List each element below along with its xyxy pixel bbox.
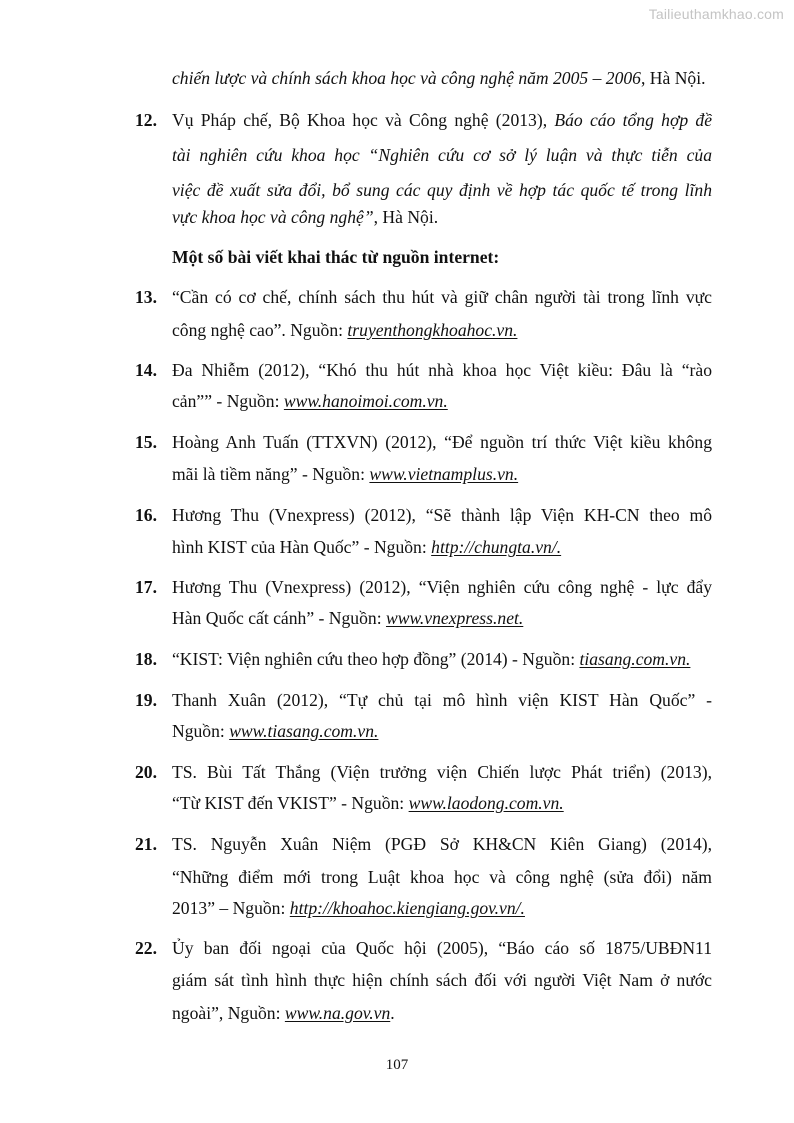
reference-number: 21. bbox=[135, 834, 157, 854]
reference-line bbox=[172, 577, 712, 597]
reference-text: , Hà Nội. bbox=[373, 207, 439, 227]
source-link[interactable]: www.laodong.com.vn. bbox=[408, 793, 564, 813]
source-link[interactable]: www.hanoimoi.com.vn. bbox=[283, 391, 448, 411]
source-link[interactable]: www.vietnamplus.vn. bbox=[369, 464, 519, 484]
reference-number: 18. bbox=[135, 649, 157, 669]
reference-number: 19. bbox=[135, 690, 157, 710]
reference-line bbox=[172, 762, 712, 782]
reference-number: 15. bbox=[135, 432, 157, 452]
reference-text: . bbox=[390, 1003, 395, 1023]
reference-text: Đa Nhiễm (2012), “Khó thu hút nhà khoa học Việt kiều: Đâu là “rào bbox=[172, 360, 712, 380]
reference-line bbox=[172, 207, 438, 227]
reference-line bbox=[172, 970, 712, 990]
reference-text: Hương Thu (Vnexpress) (2012), “Viện nghiên cứu công nghệ - lực đẩy bbox=[172, 577, 712, 597]
source-link[interactable]: www.vnexpress.net. bbox=[385, 608, 524, 628]
reference-text: cản”” - Nguồn: bbox=[172, 391, 284, 411]
reference-text: Hương Thu (Vnexpress) (2012), “Sẽ thành lập Viện KH-CN theo mô bbox=[172, 505, 712, 525]
reference-text: hình KIST của Hàn Quốc” - Nguồn: bbox=[172, 537, 432, 557]
reference-number: 13. bbox=[135, 287, 157, 307]
reference-line bbox=[172, 537, 561, 557]
reference-line bbox=[172, 464, 518, 484]
source-link[interactable]: tiasang.com.vn. bbox=[579, 649, 691, 669]
source-link[interactable]: www.tiasang.com.vn. bbox=[229, 721, 379, 741]
reference-text: 2013” – Nguồn: bbox=[172, 898, 290, 918]
continuation-italic: chiến lược và chính sách khoa học và công nghệ năm 2005 – 2006 bbox=[172, 68, 641, 88]
reference-number: 12. bbox=[135, 110, 157, 130]
reference-line bbox=[172, 898, 525, 918]
reference-number: 20. bbox=[135, 762, 157, 782]
reference-text: Hoàng Anh Tuấn (TTXVN) (2012), “Để nguồn trí thức Việt kiều không bbox=[172, 432, 712, 452]
section-heading: Một số bài viết khai thác từ nguồn internet: bbox=[172, 247, 500, 267]
reference-line bbox=[172, 145, 712, 165]
reference-line bbox=[172, 391, 448, 411]
reference-text: “Từ KIST đến VKIST” - Nguồn: bbox=[172, 793, 409, 813]
reference-text: công nghệ cao”. Nguồn: bbox=[172, 320, 348, 340]
source-link[interactable]: http://chungta.vn/. bbox=[431, 537, 562, 557]
reference-line bbox=[172, 834, 712, 854]
continuation-line bbox=[172, 68, 705, 88]
reference-text: TS. Bùi Tất Thắng (Viện trưởng viện Chiến lược Phát triển) (2013), bbox=[172, 762, 712, 782]
reference-title: vực khoa học và công nghệ” bbox=[172, 207, 374, 227]
reference-text: Ủy ban đối ngoại của Quốc hội (2005), “Báo cáo số 1875/UBĐN11 bbox=[172, 938, 712, 958]
reference-number: 14. bbox=[135, 360, 157, 380]
reference-text: TS. Nguyễn Xuân Niệm (PGĐ Sở KH&CN Kiên Giang) (2014), bbox=[172, 834, 712, 854]
reference-text: “Cần có cơ chế, chính sách thu hút và giữ chân người tài trong lĩnh vực bbox=[172, 287, 712, 307]
reference-title: việc đề xuất sửa đổi, bổ sung các quy định về hợp tác quốc tế trong lĩnh bbox=[172, 180, 712, 200]
reference-line bbox=[172, 938, 712, 958]
reference-line bbox=[172, 793, 564, 813]
reference-text: Hàn Quốc cất cánh” - Nguồn: bbox=[172, 608, 386, 628]
reference-title: Báo cáo tổng hợp đề bbox=[554, 110, 712, 130]
reference-text: ngoài”, Nguồn: bbox=[172, 1003, 285, 1023]
watermark: Tailieuthamkhao.com bbox=[648, 6, 784, 22]
reference-line bbox=[172, 432, 712, 452]
source-link[interactable]: http://khoahoc.kiengiang.gov.vn/. bbox=[289, 898, 525, 918]
reference-line bbox=[172, 721, 378, 741]
reference-text: giám sát tình hình thực hiện chính sách đối với người Việt Nam ở nước bbox=[172, 970, 712, 990]
reference-line bbox=[172, 360, 712, 380]
reference-line bbox=[172, 110, 712, 130]
reference-text: mãi là tiềm năng” - Nguồn: bbox=[172, 464, 370, 484]
source-link[interactable]: www.na.gov.vn bbox=[284, 1003, 391, 1023]
reference-text: Thanh Xuân (2012), “Tự chủ tại mô hình viện KIST Hàn Quốc” - bbox=[172, 690, 712, 710]
reference-line bbox=[172, 608, 523, 628]
source-link[interactable]: truyenthongkhoahoc.vn. bbox=[347, 320, 518, 340]
reference-line bbox=[172, 180, 712, 200]
reference-number: 22. bbox=[135, 938, 157, 958]
reference-line bbox=[172, 690, 712, 710]
reference-number: 17. bbox=[135, 577, 157, 597]
reference-line bbox=[172, 320, 517, 340]
reference-line bbox=[172, 505, 712, 525]
reference-number: 16. bbox=[135, 505, 157, 525]
reference-text: Nguồn: bbox=[172, 721, 230, 741]
reference-line bbox=[172, 649, 690, 669]
reference-title: tài nghiên cứu khoa học “Nghiên cứu cơ sở lý luận và thực tiễn của bbox=[172, 145, 712, 165]
reference-line bbox=[172, 867, 712, 887]
reference-line bbox=[172, 1003, 395, 1023]
reference-line bbox=[172, 287, 712, 307]
page-number: 107 bbox=[385, 1057, 409, 1073]
reference-text: “KIST: Viện nghiên cứu theo hợp đồng” (2014) - Nguồn: bbox=[172, 649, 580, 669]
reference-text: “Những điểm mới trong Luật khoa học và công nghệ (sửa đổi) năm bbox=[172, 867, 712, 887]
continuation-plain: , Hà Nội. bbox=[640, 68, 706, 88]
reference-text: Vụ Pháp chế, Bộ Khoa học và Công nghệ (2013), bbox=[172, 110, 555, 130]
